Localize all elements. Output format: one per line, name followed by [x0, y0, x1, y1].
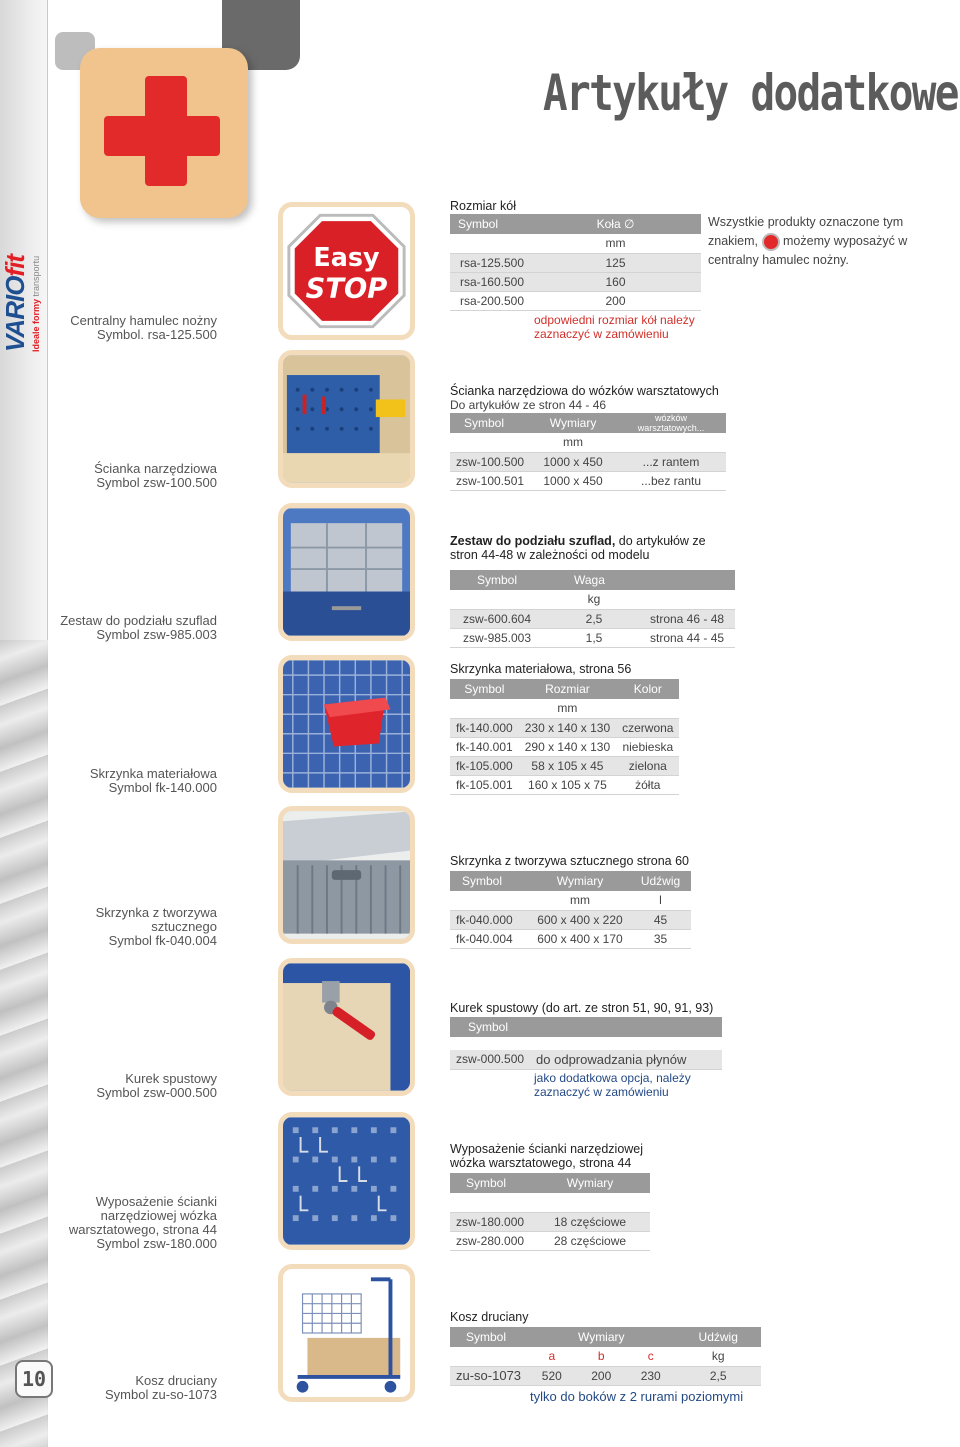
- section-kurek: [450, 1001, 724, 1099]
- easy-stop-photo: [278, 202, 415, 340]
- svg-text:STOP: STOP: [305, 273, 388, 305]
- section-title: Zestaw do podziału szuflad, do artykułów ze stron 44-48 w zależności od modelu: [450, 534, 706, 562]
- caption-scianka: Ścianka narzędziowa Symbol zsw-100.500: [94, 461, 217, 490]
- brake-note: Wszystkie produkty oznaczone tym znakiem, możemy wyposażyć w centralny hamulec nożny.: [708, 215, 908, 267]
- section-title: Kurek spustowy (do art. ze stron 51, 90, 91, 93): [450, 1001, 714, 1015]
- table-hamulec: Symbol Koła ∅ mm rsa-125.500 125 rsa-160.500 160 rsa-200.500 200: [450, 214, 701, 311]
- section-scianka: [450, 384, 726, 491]
- zestaw-photo: [278, 503, 415, 641]
- section-skrzynka-tw: [450, 854, 691, 949]
- svg-text:Easy: Easy: [313, 242, 380, 273]
- table-scianka: Symbol Wymiary wózków warsztatowych... mm zsw-100.500 1000 x 450 ...z rantem zsw-100.501 1000 x 450 ...bez rantu: [450, 413, 726, 491]
- page-number: 10: [15, 1360, 53, 1398]
- kosz-photo: [278, 1264, 415, 1402]
- kurek-photo: [278, 958, 415, 1096]
- red-cross-icon: [80, 48, 248, 218]
- skrzynka-mat-photo: [278, 655, 415, 793]
- section-subtitle: Do artykułów ze stron 44 - 46: [450, 398, 607, 412]
- section-title: Rozmiar kół: [450, 199, 516, 213]
- table-zestaw: Symbol Waga kg zsw-600.604 2,5 strona 46 - 48 zsw-985.003 1,5 strona 44 - 45: [450, 570, 735, 648]
- caption-skrzynka-mat: Skrzynka materiałowa Symbol fk-140.000: [89, 766, 217, 795]
- caption-kosz: Kosz druciany Symbol zu-so-1073: [105, 1373, 217, 1402]
- footnote-hamulec: odpowiedni rozmiar kół należy zaznaczyć w zamówieniu: [534, 312, 695, 341]
- section-title: Wyposażenie ścianki narzędziowej wózka warsztatowego, strona 44: [450, 1142, 644, 1170]
- section-zestaw: [450, 534, 735, 648]
- footnote-kosz: tylko do boków z 2 rurami poziomymi: [530, 1388, 744, 1404]
- table-kosz: Symbol Wymiary Udźwig a b c kg zu-so-1073 520 200 230 2,5: [450, 1327, 761, 1386]
- scianka-photo: [278, 350, 415, 488]
- table-skrzynka-mat: Symbol Rozmiar Kolor mm fk-140.000 230 x 140 x 130 czerwona fk-140.001 290 x 140 x 130 niebieska fk-105.000 58 x 105 x 45 zielona fk-105.001 160 x 105 x 75 żółta: [450, 679, 679, 795]
- brake-badge-icon: [762, 233, 780, 251]
- footnote-kurek: jako dodatkowa opcja, należy zaznaczyć w zamówieniu: [534, 1070, 691, 1099]
- section-title: Ścianka narzędziowa do wózków warsztatowych: [450, 384, 719, 398]
- skrzynka-tw-photo: [278, 806, 415, 944]
- table-kurek: Symbol zsw-000.500 do odprowadzania płynów: [450, 1017, 722, 1070]
- page-title: Artykuły dodatkowe: [543, 64, 958, 122]
- caption-kurek: Kurek spustowy Symbol zsw-000.500: [96, 1071, 217, 1100]
- section-hamulec: [450, 199, 704, 341]
- table-skrzynka-tw: Symbol Wymiary Udźwig mm l fk-040.000 600 x 400 x 220 45 fk-040.004 600 x 400 x 170 35: [450, 871, 691, 949]
- section-skrzynka-mat: [450, 662, 679, 795]
- section-kosz: [450, 1310, 761, 1404]
- section-title: Skrzynka materiałowa, strona 56: [450, 662, 632, 676]
- section-wyposazenie: [450, 1142, 650, 1251]
- table-wyposazenie: Symbol Wymiary zsw-180.000 18 częściowe zsw-280.000 28 częściowe: [450, 1173, 650, 1251]
- sidebar-stripes: [0, 640, 48, 1447]
- variofit-logo: VARIOfit Ideale formy transportu: [0, 255, 41, 352]
- caption-hamulec: Centralny hamulec nożny Symbol. rsa-125.500: [70, 313, 217, 342]
- wyposazenie-photo: [278, 1112, 415, 1250]
- caption-skrzynka-tw: Skrzynka z tworzywa sztucznego Symbol fk-040.004: [95, 905, 217, 948]
- section-title: Kosz druciany: [450, 1310, 529, 1324]
- section-title: Skrzynka z tworzywa sztucznego strona 60: [450, 854, 689, 868]
- caption-zestaw: Zestaw do podziału szuflad Symbol zsw-985.003: [60, 613, 217, 642]
- caption-wyposazenie: Wyposażenie ścianki narzędziowej wózka warsztatowego, strona 44 Symbol zsw-180.000: [68, 1194, 217, 1251]
